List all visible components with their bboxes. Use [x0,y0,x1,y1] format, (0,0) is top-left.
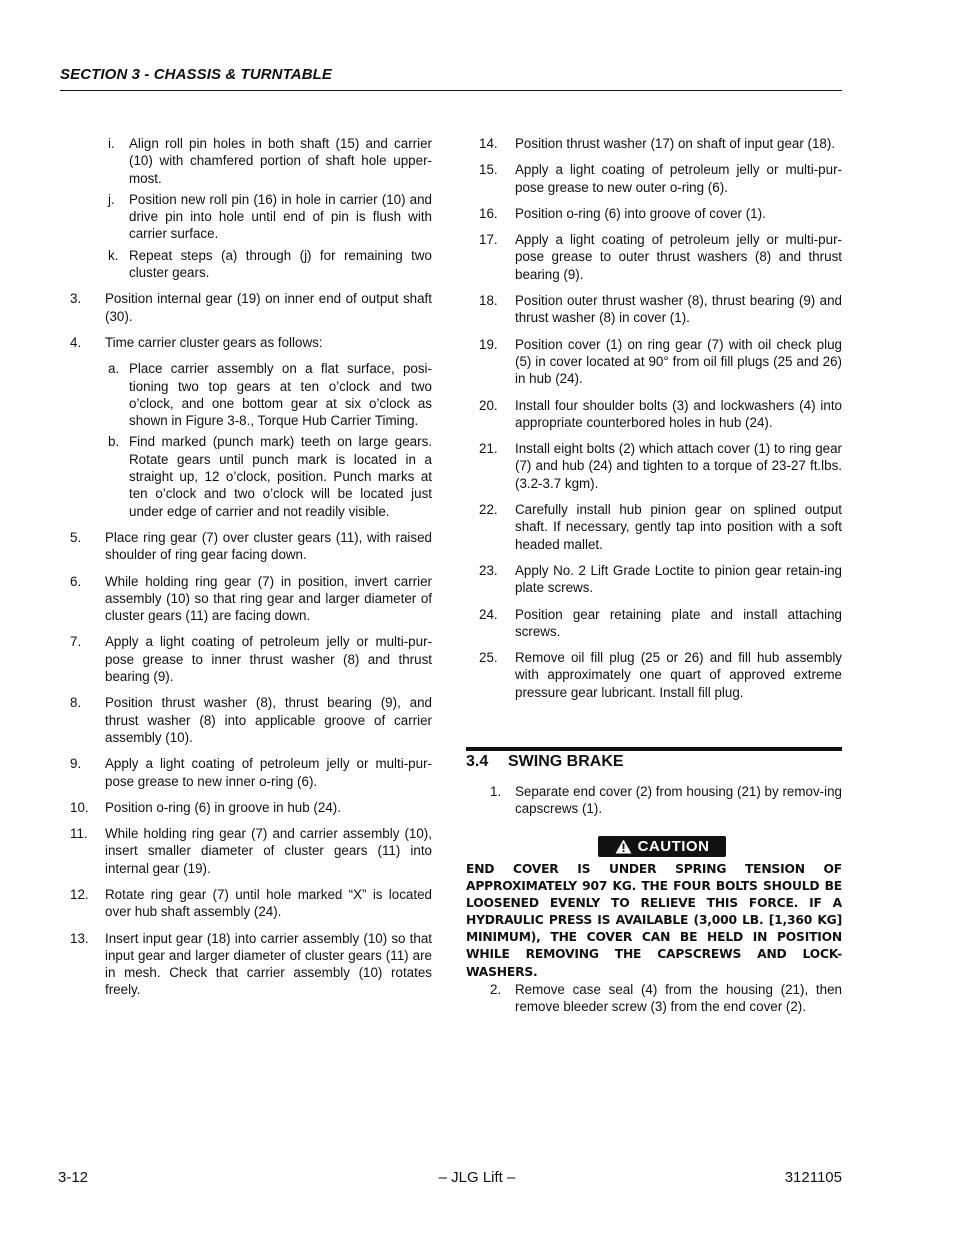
footer-page-number: 3-12 [58,1169,89,1186]
step-text: Apply a light coating of petroleum jelly or multi-pur-pose grease to new outer o-ring (6). [515,162,842,195]
substep-j [70,191,432,243]
step-text: Rotate ring gear (7) until hole marked “X” is located over hub shaft assembly (24). [105,886,432,920]
step-12 [70,886,432,921]
step-text: Position o-ring (6) into groove of cover (1). [515,205,766,221]
step-text: Separate end cover (2) from housing (21) by remov-ing capscrews (1). [515,784,842,817]
section-title: SWING BRAKE [508,753,624,770]
section-heading [466,753,624,771]
substep-text: Place carrier assembly on a flat surface, posi-tioning two top gears at ten o’clock and two o’clock, and one bottom gear at six o’clock as shown in Figure 3-8., Torque Hub Carrier Timing. [129,361,432,429]
substep-label: k. [108,247,119,263]
step-text: Install eight bolts (2) which attach cover (1) to ring gear (7) and hub (24) and tighten to a torque of 23-27 ft.lbs. (3.2-3.7 kgm). [515,441,842,491]
substep-text: Align roll pin holes in both shaft (15) and carrier (10) with chamfered portion of shaft hole upper-most. [129,136,432,186]
brake-step-1-block [466,783,842,818]
step-16 [466,205,842,222]
caution-message: END COVER IS UNDER SPRING TENSION OF APPROXIMATELY 907 KG. THE FOUR BOLTS SHOULD BE LOOSENED EVENLY TO RELIEVE THIS FORCE. IF A HYDRAULIC PRESS IS AVAILABLE (3,000 LB. [1,360 KG] MINIMUM), THE COVER CAN BE HELD IN POSITION WHILE REMOVING THE CAPSCREWS AND LOCK-WASHERS. [466,862,842,979]
step-9 [70,755,432,790]
step-7 [70,633,432,685]
step-23 [466,562,842,597]
brake-step-1 [466,783,842,818]
step-label: 5. [70,529,82,545]
step-text: Apply a light coating of petroleum jelly or multi-pur-pose grease to outer thrust washers (8) and thrust bearing (9). [515,232,842,282]
brake-step-2-block [466,981,842,1016]
step-22 [466,501,842,553]
brake-step-2 [466,981,842,1016]
step-text: Insert input gear (18) into carrier assembly (10) so that input gear and larger diameter of cluster gears (11) are in mesh. Check that carrier assembly (10) rotates freely. [105,930,432,998]
step-text: Apply No. 2 Lift Grade Loctite to pinion gear retain-ing plate screws. [515,562,842,596]
step-text: Position o-ring (6) in groove in hub (24). [105,799,341,815]
step-label: 2. [490,982,502,997]
step-label: 7. [70,634,82,650]
step-label: 20. [479,397,498,413]
step-text: Place ring gear (7) over cluster gears (11), with raised shoulder of ring gear facing down. [105,529,432,563]
substep-label: b. [108,434,120,450]
section-number: 3.4 [466,753,489,770]
step-8 [70,694,432,746]
caution-badge [598,836,726,857]
step-label: 6. [70,573,82,589]
section-rule [466,747,842,751]
step-text: While holding ring gear (7) and carrier assembly (10), insert smaller diameter of cluster gears (11) into internal gear (19). [105,826,432,876]
substep-label: j. [108,191,115,207]
step-5 [70,529,432,564]
step-text: Position thrust washer (8), thrust bearing (9), and thrust washer (8) into applicable groove of carrier assembly (10). [105,695,432,745]
step-11 [70,825,432,877]
step-label: 12. [70,886,89,902]
step-label: 25. [479,650,498,666]
step-label: 3. [70,291,82,307]
step-text: Position thrust washer (17) on shaft of input gear (18). [515,136,836,151]
substep-i [70,135,432,187]
step-label: 11. [70,826,88,842]
caution-label: CAUTION [637,838,710,855]
section-header-title: SECTION 3 - CHASSIS & TURNTABLE [60,66,333,83]
step-label: 4. [70,334,82,350]
step-text: Carefully install hub pinion gear on splined output shaft. If necessary, gently tap into position with a soft headed mallet. [515,502,842,552]
step-10 [70,799,432,816]
step-text: Remove case seal (4) from the housing (21), then remove bleeder screw (3) from the end cover (2). [515,982,842,1015]
step-14 [466,135,842,152]
step-text: Position gear retaining plate and install attaching screws. [515,606,842,639]
header-divider [60,90,842,91]
step-text: Position cover (1) on ring gear (7) with oil check plug (5) in cover located at 90° from oil fill plugs (25 and 26) in hub (24). [515,336,842,387]
step-label: 22. [479,502,498,518]
substep-b [70,433,432,519]
step-20 [466,397,842,432]
step-label: 10. [70,799,89,815]
step-6 [70,573,432,625]
substep-label: a. [108,361,120,377]
footer-document-number: 3121105 [784,1169,842,1186]
step-17 [466,231,842,283]
step-label: 14. [479,136,498,151]
step-label: 13. [70,930,89,946]
step-label: 9. [70,756,82,772]
step-label: 23. [479,562,498,578]
step-label: 1. [490,784,502,799]
step-21 [466,440,842,492]
step-text: Apply a light coating of petroleum jelly or multi-pur-pose grease to new inner o-ring (6). [105,756,432,789]
right-column [466,135,842,701]
step-text: Time carrier cluster gears as follows: [105,334,323,350]
step-label: 15. [479,162,498,178]
step-4 [70,334,432,351]
step-text: While holding ring gear (7) in position, invert carrier assembly (10) so that ring gear and larger diameter of cluster gears (11) are facing down. [105,573,432,624]
step-text: Position outer thrust washer (8), thrust bearing (9) and thrust washer (8) in cover (1). [515,293,842,326]
left-column [70,135,432,999]
step-label: 8. [70,695,82,711]
step-label: 16. [479,205,498,221]
substep-text: Repeat steps (a) through (j) for remaining two cluster gears. [129,247,432,281]
substep-a [70,360,432,429]
step-text: Position internal gear (19) on inner end of output shaft (30). [105,291,432,324]
substep-text: Find marked (punch mark) teeth on large gears. Rotate gears until punch mark is located in a straight up, 12 o’clock, position. Punch marks at ten o’clock and two o’clock will be located just under edge of carrier and not readily visible. [129,434,432,519]
step-3 [70,290,432,325]
step-label: 17. [479,232,498,248]
step-label: 21. [479,441,498,457]
substep-text: Position new roll pin (16) in hole in carrier (10) and drive pin into hole until end of pin is flush with carrier surface. [129,191,432,242]
step-label: 18. [479,293,498,309]
step-text: Apply a light coating of petroleum jelly or multi-pur-pose grease to inner thrust washer (8) and thrust bearing (9). [105,634,432,685]
step-18 [466,292,842,327]
step-13 [70,930,432,999]
footer-publisher: – JLG Lift – [438,1169,516,1186]
step-25 [466,649,842,701]
step-label: 19. [479,336,498,352]
step-text: Install four shoulder bolts (3) and lockwashers (4) into appropriate counterbored holes in hub (24). [515,397,842,430]
step-label: 24. [479,606,498,622]
step-19 [466,336,842,388]
step-text: Remove oil fill plug (25 or 26) and fill hub assembly with approximately one quart of approved extreme pressure gear lubricant. Install fill plug. [515,650,842,700]
step-24 [466,606,842,641]
warning-icon [615,839,632,854]
substep-k [70,247,432,282]
step-15 [466,161,842,196]
substep-label: i. [108,136,115,151]
